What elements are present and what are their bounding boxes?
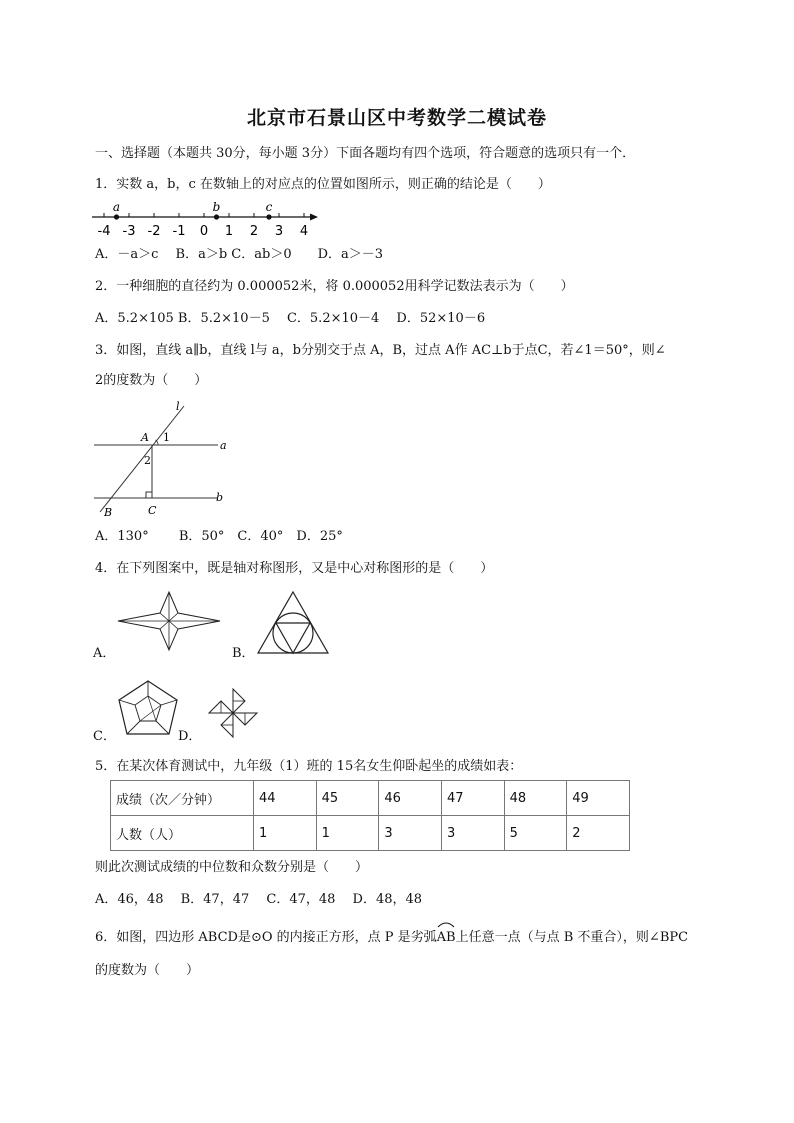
- table-row: [111, 816, 630, 851]
- tick-label: -2: [147, 224, 161, 238]
- tick-label: -4: [97, 224, 111, 238]
- label-A: A: [141, 431, 149, 444]
- table-cell: 成绩（次／分钟）: [111, 781, 254, 816]
- table-cell: 3: [441, 816, 504, 851]
- q4-label-c: C．: [93, 729, 116, 744]
- q3-stem-line1: 3．如图，直线 a∥b，直线 l与 a，b分别交于点 A，B，过点 A作 AC⊥b于点C，若∠1＝50°，则∠: [95, 343, 666, 358]
- arc-ab: [437, 929, 456, 947]
- q4-label-a: A．: [93, 646, 116, 661]
- table-cell: 47: [441, 781, 504, 816]
- angle-1-arc: [156, 440, 159, 445]
- q1-stem: 1．实数 a，b，c 在数轴上的对应点的位置如图所示，则正确的结论是（ ）: [95, 177, 551, 192]
- label-C: C: [148, 504, 157, 517]
- table-cell: 48: [504, 781, 567, 816]
- tick-label: -3: [122, 224, 136, 238]
- point-b: [214, 214, 219, 219]
- q5-question: 则此次测试成绩的中位数和众数分别是（ ）: [95, 860, 369, 875]
- tick-label: -1: [172, 224, 186, 238]
- line-l: [100, 406, 184, 512]
- label-angle-1: 1: [163, 431, 170, 444]
- tick-label: 1: [224, 224, 234, 238]
- section-heading: 一、选择题（本题共 30分，每小题 3分）下面各题均有四个选项，符合题意的选项只有一个．: [95, 146, 636, 161]
- table-cell: 49: [567, 781, 630, 816]
- tick-label: 3: [274, 224, 284, 238]
- table-cell: 1: [316, 816, 379, 851]
- q3-stem-line2: 2的度数为（ ）: [95, 373, 208, 388]
- table-cell: 5: [504, 816, 567, 851]
- q4-figure-b-triangle-circle: [256, 590, 330, 656]
- table-cell: 1: [254, 816, 317, 851]
- q4-label-d: D．: [178, 729, 202, 744]
- point-c: [266, 214, 271, 219]
- q2-options: A．5.2×105 B．5.2×10－5 C．5.2×10－4 D．52×10－6: [95, 311, 486, 326]
- table-cell: 2: [567, 816, 630, 851]
- point-a: [114, 214, 119, 219]
- label-a: a: [220, 439, 227, 452]
- q4-figure-c-pentagon: [115, 678, 181, 744]
- table-cell: 人数（人）: [111, 816, 254, 851]
- label-angle-2: 2: [144, 454, 151, 467]
- tick-label: 2: [249, 224, 259, 238]
- right-angle-mark: [146, 492, 152, 498]
- q4-label-b: B．: [232, 646, 255, 661]
- q3-parallel-lines-figure: [90, 398, 240, 520]
- q4-stem: 4．在下列图案中，既是轴对称图形，又是中心对称图形的是（ ）: [95, 561, 494, 576]
- table-cell: 44: [254, 781, 317, 816]
- q6-stem-after: 上任意一点（与点 B 不重合），则∠BPC: [455, 930, 689, 945]
- q4-figure-a-star: [114, 590, 224, 652]
- q6-stem-line2: 的度数为（ ）: [95, 963, 200, 978]
- page-title: 北京市石景山区中考数学二模试卷: [246, 107, 547, 129]
- q5-stem: 5．在某次体育测试中，九年级（1）班的 15名女生仰卧起坐的成绩如表：: [95, 759, 523, 774]
- point-label-c: c: [265, 200, 273, 214]
- arc-mark: [437, 920, 455, 928]
- point-label-a: a: [112, 200, 121, 214]
- tick-label: 4: [299, 224, 309, 238]
- tick-label: 0: [199, 224, 209, 238]
- q6-stem-line1: [95, 929, 688, 947]
- label-l: l: [176, 400, 180, 413]
- point-label-b: b: [212, 200, 221, 214]
- q3-options: A．130° B．50° C．40° D．25°: [95, 529, 343, 544]
- label-B: B: [104, 506, 113, 519]
- table-cell: 46: [379, 781, 442, 816]
- q5-score-table: [110, 780, 630, 851]
- label-b: b: [216, 491, 224, 504]
- table-cell: 3: [379, 816, 442, 851]
- q4-figure-d-pinwheel: [202, 684, 264, 742]
- table-row: [111, 781, 630, 816]
- table-cell: 45: [316, 781, 379, 816]
- q5-options: A．46，48 B．47，47 C．47，48 D．48，48: [95, 892, 423, 907]
- q1-options: A．－a＞c B．a＞b C．ab＞0 D．a＞－3: [95, 247, 384, 262]
- arc-label: AB: [436, 930, 456, 945]
- q6-stem-before: 6．如图，四边形 ABCD是⊙O 的内接正方形，点 P 是劣弧: [95, 930, 437, 945]
- q1-number-line: [88, 200, 328, 238]
- q2-stem: 2．一种细胞的直径约为 0.000052米，将 0.000052用科学记数法表示为（ ）: [95, 279, 574, 294]
